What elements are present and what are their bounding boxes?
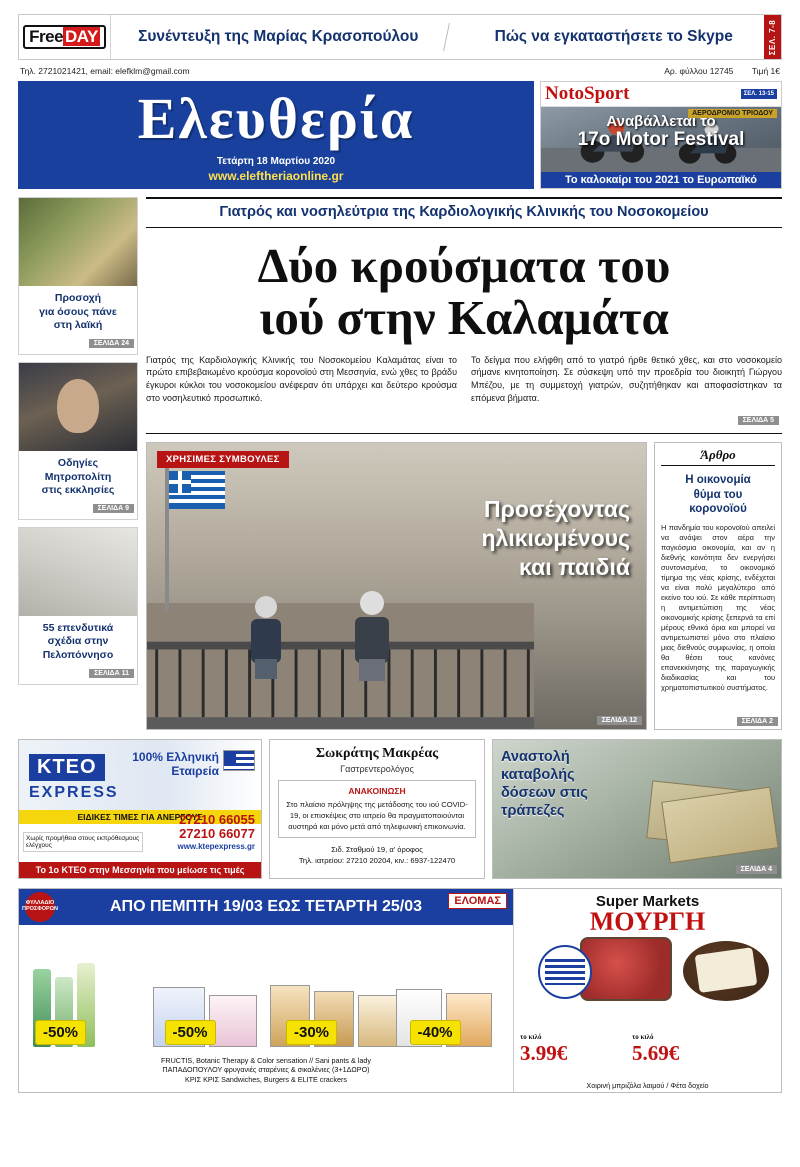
footnote-mid-2: ΚΡΙΣ ΚΡΙΣ Sandwiches, Burgers & ELITE crackers [185,1075,347,1085]
teaser-line-2: σχέδια στην [47,635,109,648]
masthead [18,81,782,189]
teaser-line-3: στη λαϊκή [53,319,103,332]
kteo-greek-line-2: Εταιρεία [171,764,219,778]
opinion-title-line-2: θύμα του [693,488,743,501]
bank-teaser-title [501,748,588,821]
footnote-right: Χοιρινή μπριζόλα λαιμού / Φέτα δοχείο [586,1080,709,1090]
product-group-2 [143,925,267,1053]
top-banner [18,14,782,60]
elderly-person-left-icon [239,593,293,679]
opinion-kicker: Άρθρο [661,447,775,466]
elderly-person-right-icon [343,589,401,681]
contact-info: Τηλ. 2721021421, email: elefklm@gmail.com [20,66,190,76]
doctor-specialty: Γαστρεντερολόγος [340,763,414,774]
price-label: Τιμή 1€ [751,66,780,76]
opinion-body: Η πανδημία του κορονοϊού απειλεί να ανάψει στον αέρα την παγκόσμια οικονομία, και αν η διεθνής κοινότητα δεν ενεργήσει συντονισμένα, το οικονομικό τίμημα της νέας κρίσης, ενδέχεται να είναι πολύ μεγαλύτερο από εκείνο του ιού. Σε κάθε περίπτωση η αντιμετώπιση της νέας οικονομικής κρίσης ξεπερνά τα επί μέρους εθνικά όρια και μπορεί να αντιμετωπιστεί μόνο στο πλαίσιο μιας διεθνούς συμφωνίας, η οποία θα θέσει τους κανόνες επανεκκίνησης της παραγωγικής διαδικασίας και του χρηματοπιστωτικού συστήματος. [661,523,775,693]
product-showcase [19,925,513,1053]
offers-stamp-icon: ΦΥΛΛΑΔΙΟ ΠΡΟΣΦΟΡΩΝ [25,892,55,922]
publication-date: Τετάρτη 18 Μαρτίου 2020 [216,155,336,167]
price-1-unit: το κιλό [520,1032,542,1041]
feature-photo-caption [481,495,630,583]
issue-number: Αρ. φύλλου 12745 [664,66,734,76]
teaser-photo-room [19,528,137,616]
teaser-card[interactable] [18,362,138,520]
notosport-page-badge: ΣΕΛ. 13-15 [741,89,777,100]
newspaper-title: Ελευθερία [137,85,415,151]
feature-row [146,442,782,730]
discount-badge: -50% [35,1020,86,1045]
kteo-advertisement[interactable] [18,739,262,879]
left-teaser-column [18,197,138,730]
teaser-line-3: στις εκκλησίες [41,484,115,497]
teaser-line-2: Μητροπολίτη [44,470,112,483]
opinion-title-line-1: Η οικονομία [685,473,751,486]
teaser-photo-market [19,198,137,286]
product-group-1 [19,925,143,1053]
supermarket-footnotes [19,1053,513,1088]
elomas-logo: ΕΛΟΜΑΣ [448,893,507,909]
price-2-value: 5.69€ [632,1040,680,1065]
balcony-illustration [147,603,534,729]
teaser-line-1: Προσοχή [54,292,102,304]
teaser-line-1: Οδηγίες [57,456,99,469]
mourgi-supermarkets-label: Super Markets [595,892,700,910]
notosport-headline-line1: Αναβάλλεται το [606,113,716,131]
discount-badge: -40% [410,1020,461,1045]
sani-lady-pack-icon [209,995,257,1047]
main-content [18,197,782,730]
page-reference-tab-label: ΣΕΛ. 7-8 [768,19,778,55]
feature-photo [146,442,647,730]
product-group-3 [266,925,390,1053]
bank-title-line-3: δόσεων στις [501,784,588,801]
notosport-header [541,82,781,107]
feature-caption-line-3: και παιδιά [519,554,630,581]
feature-caption-line-2: ηλικιωμένους [481,525,630,552]
doctor-contact [278,844,476,866]
feature-photo-page-badge: ΣΕΛΙΔΑ 12 [597,716,642,725]
pork-chop-icon [580,937,672,1001]
teaser-line-1: 55 επενδυτικά [42,621,114,634]
lead-page-badge: ΣΕΛΙΔΑ 5 [738,416,779,425]
bank-title-line-4: τράπεζες [501,802,565,819]
notosport-location-strip: ΑΕΡΟΔΡΟΜΙΟ ΤΡΙΟΔΟΥ [688,109,777,118]
supermarket-brand-panel [513,889,781,1092]
kteo-offer-bar: ΕΙΔΙΚΕΣ ΤΙΜΕΣ ΓΙΑ ΑΝΕΡΓΟΥΣ [19,810,261,824]
opinion-page-badge: ΣΕΛΙΔΑ 2 [737,717,778,726]
teaser-line-3: Πελοπόννησο [42,649,114,662]
feature-caption-line-1: Προσέχοντας [484,495,630,522]
teaser-line-2: για όσους πάνε [39,305,117,318]
doctor-address: Σιδ. Σταθμού 19, α' όροφος [331,844,423,854]
top-banner-item-1[interactable]: Συνέντευξη της Μαρίας Κρασοπούλου [138,28,419,45]
teaser-page-badge: ΣΕΛΙΔΑ 9 [93,504,134,513]
masthead-logo-block [18,81,534,189]
teaser-photo-bishop [19,363,137,451]
kteo-note: Χωρίς προμήθεια στους εκπρόθεσμους ελέγχους [23,832,143,852]
feta-cheese-icon [683,941,769,1001]
mourgi-brand-name: ΜΟΥΡΓΗ [589,906,706,936]
price-2 [632,1033,679,1066]
teaser-text [19,451,137,500]
teaser-page-badge: ΣΕΛΙΔΑ 24 [89,339,134,348]
lead-headline-line-2: ιού στην Καλαμάτα [259,289,669,345]
freeday-logo [19,15,111,59]
greek-flag-icon [161,461,231,611]
kteo-greek-company-label [132,750,219,779]
info-line [18,60,782,81]
product-group-4 [390,925,514,1053]
doctor-announcement-title: ΑΝΑΚΟΙΝΩΣΗ [348,785,406,796]
kteo-phone-2: 27210 66077 [179,826,255,842]
teaser-text [19,616,137,665]
bank-story-teaser[interactable] [492,739,782,879]
opinion-article[interactable] [654,442,782,730]
lead-paragraphs [146,354,782,434]
kteo-website[interactable]: www.ktepexpress.gr [177,842,255,852]
kteo-slogan: Το 1ο ΚΤΕΟ στην Μεσσηνία που μείωσε τις τιμές [19,862,261,878]
advertisement-row [18,739,782,879]
kteo-express-label: EXPRESS [29,783,119,801]
notosport-photo [541,107,781,172]
teaser-page-badge: ΣΕΛΙΔΑ 11 [89,669,134,678]
lead-headline [146,228,782,354]
supermarket-offers-left [19,889,513,1092]
lead-headline-line-1: Δύο κρούσματα του [257,237,671,293]
lead-kicker: Γιατρός και νοσηλεύτρια της Καρδιολογικής Κλινικής του Νοσοκομείου [146,197,782,228]
teaser-card[interactable] [18,527,138,685]
supermarket-advertisement[interactable] [18,888,782,1093]
kteo-phone-1: 27210 66055 [179,811,255,827]
footnote-left: FRUCTIS, Botanic Therapy & Color sensation // Sani pants & lady [161,1055,371,1065]
notosport-promo[interactable] [540,81,782,189]
greek-product-seal-icon [538,945,592,999]
doctor-advertisement[interactable] [269,739,485,879]
lead-story-column [146,197,782,730]
lead-paragraph-right: Το δείγμα που ελήφθη από το γιατρό ήρθε θετικό χθες, και στο νοσοκομείο σήμανε κινητοποίηση. Σε σύσκεψη υπό την προεδρία του διοικητή Γιώργου Μπέζου, με τη συμμετοχή γιατρών, συζητήθηκαν και αποφασίστηκαν τα επόμενα βήματα. [471,354,782,403]
price-1 [520,1033,567,1066]
page-reference-tab [764,15,781,59]
lead-paragraph-left: Γιατρός της Καρδιολογικής Κλινικής του Νοσοκομείου Καλαμάτας είναι το πρώτο επιβεβαιωμένο κρούσμα κορονοϊού στη Μεσσηνία, ενώ χθες το βράδυ έγκυροι κύκλοι του νοσοκομείου ανέφεραν ότι υπάρχει και δεύτερο κρούσμα στο νοσηλευτικό προσωπικό. [146,354,457,403]
freeday-free-text: Free [29,27,64,47]
kteo-greek-line-1: 100% Ελληνική [132,749,219,764]
kteo-logo: KTEO [29,754,105,781]
teaser-text [19,286,137,335]
useful-tips-tag: ΧΡΗΣΙΜΕΣ ΣΥΜΒΟΥΛΕΣ [157,451,289,468]
freeday-day-text: DAY [65,27,98,47]
notosport-footer: Το καλοκαίρι του 2021 το Ευρωπαϊκό [541,172,781,188]
doctor-name: Σωκράτης Μακρέας [315,745,439,761]
price-1-value: 3.99€ [520,1040,568,1065]
mourgi-branding [514,889,781,935]
supermarket-date-range: ΑΠΟ ΠΕΜΠΤΗ 19/03 ΕΩΣ ΤΕΤΑΡΤΗ 25/03 [110,897,422,915]
footnote-mid-1: ΠΑΠΑΔΟΠΟΥΛΟΥ φρυγανιές σταρένιες & σικαλένιες (3+1ΔΩΡΟ) [162,1065,370,1075]
top-banner-item-2[interactable]: Πώς να εγκαταστήσετε το Skype [494,28,733,45]
bank-title-line-1: Αναστολή [501,748,570,765]
doctor-announcement-text: Στο πλαίσιο πρόληψης της μετάδοσης του ιού COVID-19, οι επισκέψεις στο ιατρείο θα πραγματοποιούνται αυστηρά και μόνο μετά από τηλεφωνική επικοινωνία. [286,799,468,831]
greek-flag-icon [223,750,255,771]
kteo-top-area [19,740,261,810]
opinion-title [661,466,775,524]
opinion-title-line-3: κορονοϊού [689,503,747,516]
discount-badge: -30% [286,1020,337,1045]
notosport-headline-line2: 17ο Motor Festival [577,129,745,151]
notosport-title: NotoSport [545,83,630,104]
supermarket-date-header [19,889,513,925]
teaser-card[interactable] [18,197,138,355]
notosport-headline [541,114,781,150]
doctor-announcement-box [278,780,476,838]
bank-page-badge: ΣΕΛΙΔΑ 4 [736,865,777,874]
discount-badge: -50% [165,1020,216,1045]
bank-title-line-2: καταβολής [501,766,575,783]
website-url[interactable]: www.eleftheriaonline.gr [208,168,344,183]
price-2-unit: το κιλό [632,1032,654,1041]
doctor-phones: Τηλ. ιατρείου: 27210 20204, κιν.: 6937-122470 [298,855,456,865]
kteo-contact [177,813,255,852]
